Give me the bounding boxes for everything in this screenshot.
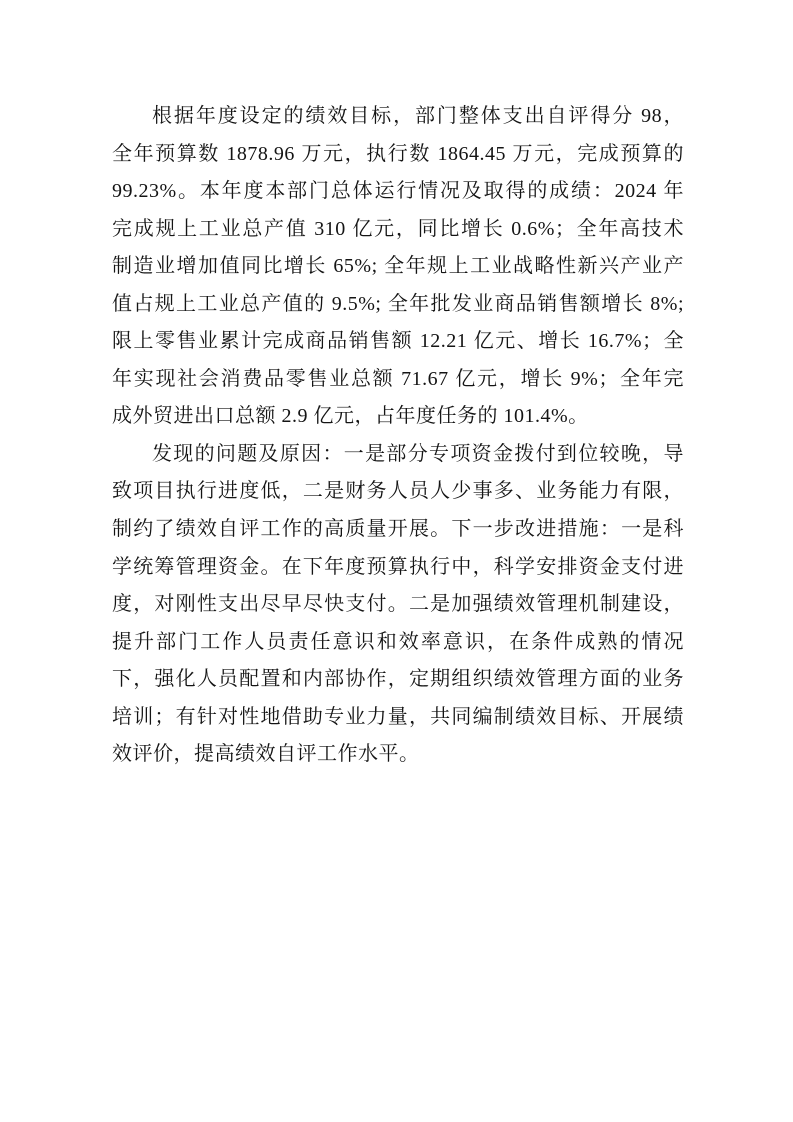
paragraph1-line3: 99.23%。本年度本部门总体运行情况及取得的成绩：2024 年 bbox=[112, 180, 684, 203]
paragraph2-line1: 发现的问题及原因：一是部分专项资金拨付到位较晚，导 bbox=[152, 442, 684, 465]
report-body-text bbox=[112, 98, 684, 774]
paragraph1-line9: 成外贸进出口总额 2.9 亿元，占年度任务的 101.4%。 bbox=[112, 405, 589, 428]
paragraph1-line1: 根据年度设定的绩效目标，部门整体支出自评得分 98， bbox=[152, 105, 684, 127]
paragraph2-line5: 度，对刚性支出尽早尽快支付。二是加强绩效管理机制建设， bbox=[112, 593, 684, 616]
paragraph2-line8: 培训；有针对性地借助专业力量，共同编制绩效目标、开展绩 bbox=[112, 705, 684, 728]
paragraph2-line6: 提升部门工作人员责任意识和效率意识，在条件成熟的情况 bbox=[112, 630, 684, 653]
paragraph1-line7: 限上零售业累计完成商品销售额 12.21 亿元、增长 16.7%；全 bbox=[112, 330, 684, 353]
paragraph2-line3: 制约了绩效自评工作的高质量开展。下一步改进措施：一是科 bbox=[112, 518, 684, 541]
paragraph2-line7: 下，强化人员配置和内部协作，定期组织绩效管理方面的业务 bbox=[112, 668, 684, 691]
paragraph1-line2: 全年预算数 1878.96 万元，执行数 1864.45 万元，完成预算的 bbox=[112, 142, 684, 165]
paragraph1-line4: 完成规上工业总产值 310 亿元，同比增长 0.6%；全年高技术 bbox=[112, 217, 684, 240]
paragraph2-line9: 效评价，提高绩效自评工作水平。 bbox=[112, 743, 420, 766]
paragraph2-line4: 学统筹管理资金。在下年度预算执行中，科学安排资金支付进 bbox=[112, 555, 684, 578]
paragraph1-line6: 值占规上工业总产值的 9.5%; 全年批发业商品销售额增长 8%; bbox=[112, 292, 684, 315]
paragraph2-line2: 致项目执行进度低，二是财务人员人少事多、业务能力有限， bbox=[112, 480, 684, 503]
paragraph1-line8: 年实现社会消费品零售业总额 71.67 亿元，增长 9%；全年完 bbox=[112, 367, 684, 390]
paragraph1-line5: 制造业增加值同比增长 65%; 全年规上工业战略性新兴产业产 bbox=[112, 255, 684, 278]
